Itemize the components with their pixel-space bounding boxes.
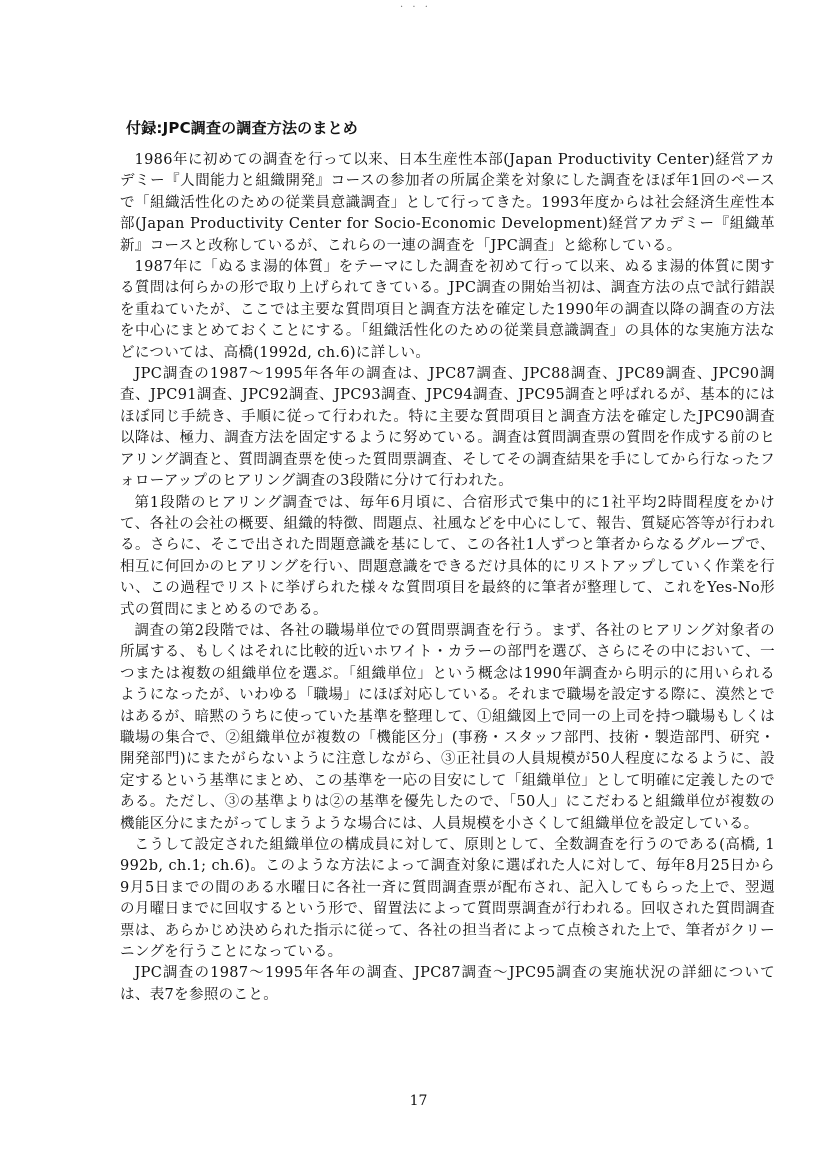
- body-text: [120, 150, 775, 1006]
- paragraph: 1986年に初めての調査を行って以来、日本生産性本部(Japan Productivity Center)経営アカデミー『人間能力と組織開発』コースの参加者の所属企業を対象にした調査をほぼ年1回のペースで「組織活性化のための従業員意識調査」として行ってきた。1993年度からは社会経済生産性本部(Japan Productivity Center for Socio-Economic Development)経営アカデミー『組織革新』コースと改称しているが、これらの一連の調査を「JPC調査」と総称している。: [120, 152, 775, 254]
- paragraph: JPC調査の1987〜1995年各年の調査は、JPC87調査、JPC88調査、JPC89調査、JPC90調査、JPC91調査、JPC92調査、JPC93調査、JPC94調査、JPC95調査と呼ばれるが、基本的にはほぼ同じ手続き、手順に従って行われた。特に主要な質問項目と調査方法を確定したJPC90調査以降は、極力、調査方法を固定するように努めている。調査は質問調査票の質問を作成する前のヒアリング調査と、質問調査票を使った質問票調査、そしてその調査結果を手にしてから行なったフォローアップのヒアリング調査の3段階に分けて行われた。: [120, 366, 775, 490]
- paragraph: 調査の第2段階では、各社の職場単位での質問票調査を行う。まず、各社のヒアリング対象者の所属する、もしくはそれに比較的近いホワイト・カラーの部門を選び、さらにその中において、一つまたは複数の組織単位を選ぶ。「組織単位」という概念は1990年調査から明示的に用いられるようになったが、いわゆる「職場」にほぼ対応している。それまで職場を設定する際に、漠然とではあるが、暗黙のうちに使っていた基準を整理して、①組織図上で同一の上司を持つ職場もしくは職場の集合で、②組織単位が複数の「機能区分」(事務・スタッフ部門、技術・製造部門、研究・開発部門)にまたがらないように注意しながら、③正社員の人員規模が50人程度になるように、設定するという基準にまとめ、この基準を一応の目安にして「組織単位」として明確に定義したのである。ただし、③の基準よりは②の基準を優先したので、「50人」にこだわると組織単位が複数の機能区分にまたがってしまうような場合には、人員規模を小さくして組織単位を設定している。: [120, 622, 775, 832]
- paragraph: JPC調査の1987〜1995年各年の調査、JPC87調査〜JPC95調査の実施状況の詳細については、表7を参照のこと。: [120, 965, 775, 1003]
- paragraph: こうして設定された組織単位の構成員に対して、原則として、全数調査を行うのである(高橋, 1992b, ch.1; ch.6)。このような方法によって調査対象に選ばれた人に対して、毎年8月25日から9月5日までの間のある水曜日に各社一斉に質問調査票が配布され、記入してもらった上で、翌週の月曜日までに回収するという形で、留置法によって質問票調査が行われる。回収された質問調査票は、あらかじめ決められた指示に従って、各社の担当者によって点検された上で、筆者がクリーニングを行うことになっている。: [120, 837, 775, 961]
- paragraph: 第1段階のヒアリング調査では、毎年6月頃に、合宿形式で集中的に1社平均2時間程度をかけて、各社の会社の概要、組織的特徴、問題点、社風などを中心にして、報告、質疑応答等が行われる。さらに、そこで出された問題意識を基にして、この各社1人ずつと筆者からなるグループで、相互に何回かのヒアリングを行い、問題意識をできるだけ具体的にリストアップしていく作業を行い、この過程でリストに挙げられた様々な質問項目を最終的に筆者が整理して、これをYes-No形式の質問にまとめるのである。: [120, 494, 775, 618]
- scan-artifact-mark: · · ·: [400, 2, 431, 13]
- page-number: 17: [409, 1093, 428, 1109]
- paragraph: 1987年に「ぬるま湯的体質」をテーマにした調査を初めて行って以来、ぬるま湯的体質に関する質問は何らかの形で取り上げられてきている。JPC調査の開始当初は、調査方法の点で試行錯誤を重ねていたが、ここでは主要な質問項目と調査方法を確定した1990年の調査以降の調査の方法を中心にまとめておくことにする。「組織活性化のための従業員意識調査」の具体的な実施方法などについては、高橋(1992d, ch.6)に詳しい。: [120, 259, 775, 361]
- appendix-heading: 付録:JPC調査の調査方法のまとめ: [126, 119, 358, 137]
